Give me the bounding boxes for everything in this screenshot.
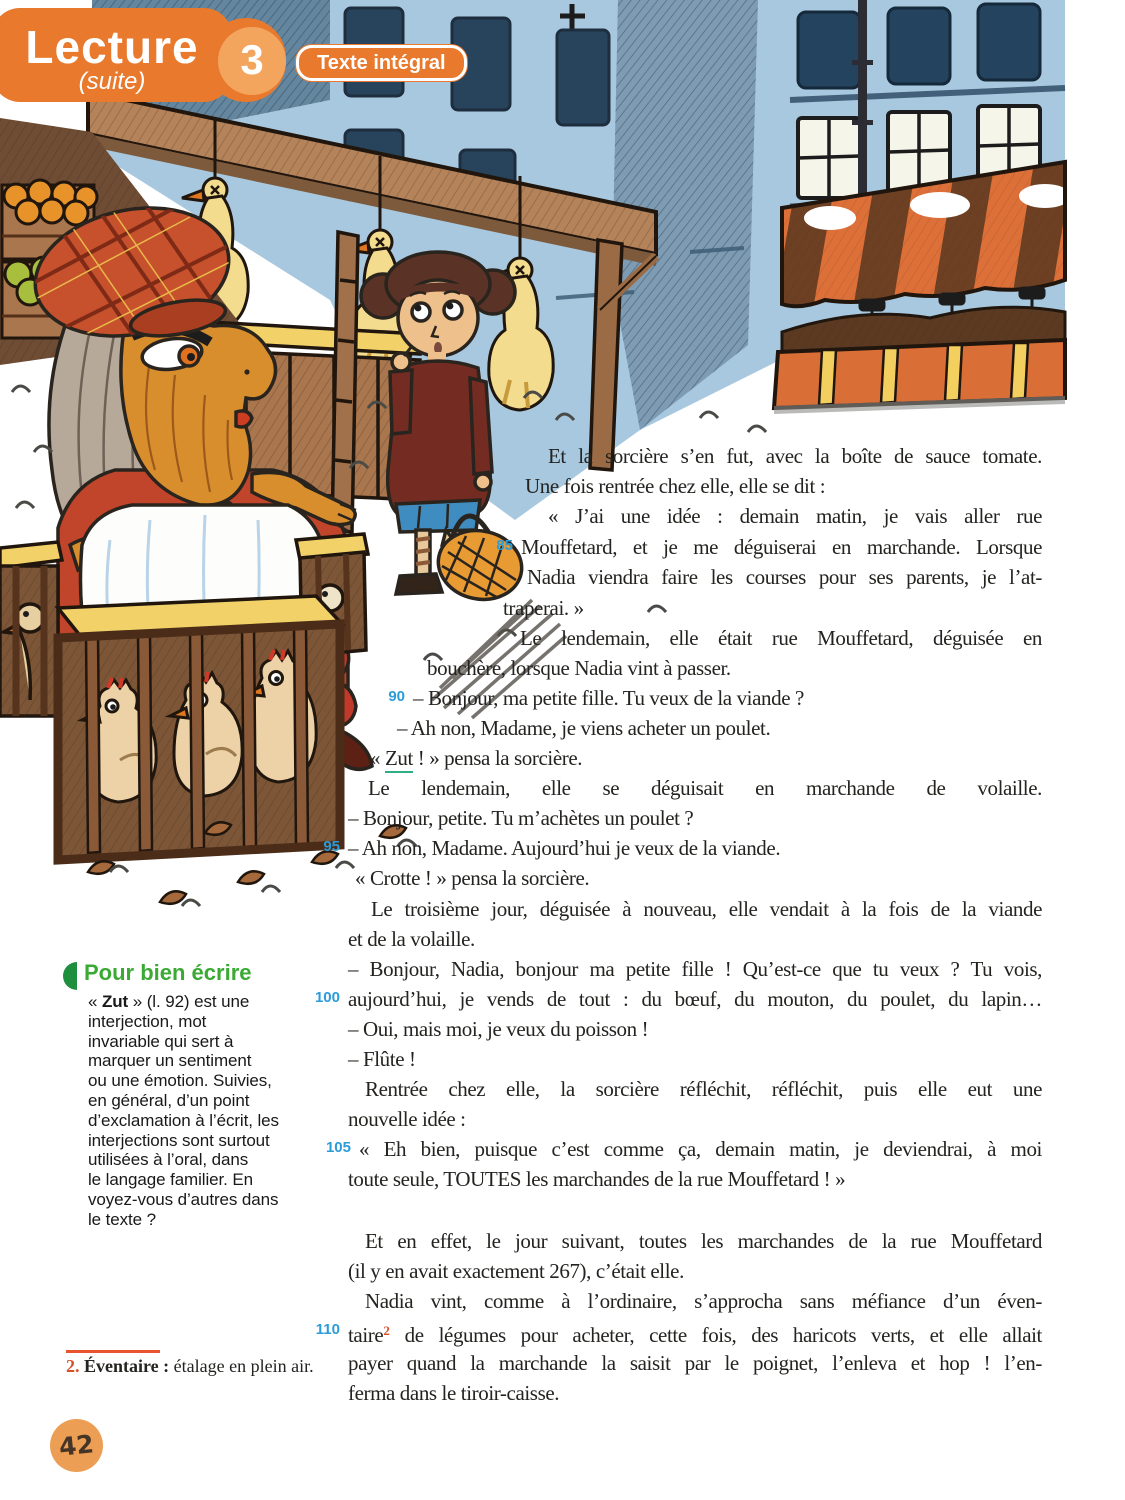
lecture-title: Lecture [25, 21, 199, 73]
story-line: Et la sorcière s’en fut, avec la boîte de sauce tomate. [548, 444, 1042, 468]
witch-lips [236, 411, 252, 427]
story-line: taire$^2$ de légumes pour acheter, cette fois, des haricots verts, et elle allait [348, 1323, 1042, 1347]
story-line: Une fois rentrée chez elle, elle se dit : [525, 474, 826, 498]
sidebar-line: le texte ? [88, 1209, 156, 1229]
story-line: – Bonjour, Nadia, bonjour ma petite fille ! Qu’est-ce que tu veux ? Tu vois, [348, 957, 1042, 981]
story-line: « Zut ! » pensa la sorcière. [370, 745, 1042, 771]
story-line: Mouffetard, et je me déguiserai en marchande. Lorsque [521, 535, 1042, 559]
story-line: « Eh bien, puisque c’est comme ça, demain matin, je deviendrai, à moi [359, 1137, 1042, 1161]
sidebar-line: voyez-vous d’autres dans [88, 1189, 279, 1209]
line-number: 90 [388, 688, 405, 705]
story-line: « J’ai une idée : demain matin, je vais aller rue [548, 504, 1042, 528]
page-number: 42 [57, 1429, 96, 1462]
footnote-term: Éventaire : [79, 1356, 170, 1376]
green-half-disc-icon [63, 962, 77, 990]
line-number: 100 [314, 989, 340, 1006]
sidebar-line: le langage familier. En [88, 1170, 253, 1190]
story-line: Le troisième jour, déguisée à nouveau, elle vendait à la fois de la viande [371, 897, 1042, 921]
story-line: payer quand la marchande la saisit par le poignet, l’enleva et hop ! l’en- [348, 1351, 1042, 1375]
sidebar-line: interjection, mot [88, 1011, 207, 1031]
texte-integral-badge[interactable]: Texte intégral [296, 45, 467, 81]
line-number: 95 [323, 838, 340, 855]
sidebar-line: marquer un sentiment [88, 1051, 252, 1071]
story-line: Nadia viendra faire les courses pour ses parents, je l’at- [527, 565, 1042, 589]
story-line: traperai. » [503, 596, 584, 620]
story-line: – Ah non, Madame. Aujourd’hui je veux de la viande. [348, 836, 781, 860]
footnote-definition: étalage en plein air. [169, 1356, 314, 1376]
story-line: Le lendemain, elle était rue Mouffetard, déguisée en [520, 626, 1042, 650]
story-line: (il y en avait exactement 267), c’était elle. [348, 1259, 684, 1283]
story-line: ferma dans le tiroir-caisse. [348, 1381, 560, 1405]
story-line: aujourd’hui, je vends de tout : du bœuf, du mouton, du poulet, du lapin… [348, 987, 1042, 1011]
story-line: nouvelle idée : [348, 1107, 466, 1131]
sidebar-line: utilisées à l’oral, dans [88, 1150, 249, 1170]
page-number-circle [50, 1419, 103, 1472]
story-line: – Bonjour, ma petite fille. Tu veux de la viande ? [413, 686, 804, 710]
footnote-rule [66, 1350, 160, 1353]
sidebar-line: interjections sont surtout [88, 1130, 270, 1150]
line-number: 110 [315, 1321, 340, 1338]
lesson-number-circle: 3 [218, 27, 286, 95]
line-number: 85 [496, 537, 513, 554]
sidebar-line: d’exclamation à l’écrit, les [88, 1110, 279, 1130]
story-line: « Crotte ! » pensa la sorcière. [355, 866, 590, 890]
sidebar-line: en général, d’un point [88, 1090, 250, 1110]
lecture-tab[interactable] [0, 8, 232, 102]
story-line: Le lendemain, elle se déguisait en marchande de volaille. [368, 776, 1042, 800]
sidebar-line: ou une émotion. Suivies, [88, 1071, 272, 1091]
story-line: – Flûte ! [348, 1047, 416, 1071]
story-line: Rentrée chez elle, la sorcière réfléchit, réfléchit, puis elle eut une [365, 1077, 1042, 1101]
lecture-subtitle: (suite) [78, 68, 146, 95]
story-line: – Ah non, Madame, je viens acheter un poulet. [397, 716, 771, 740]
story-line: – Bonjour, petite. Tu m’achètes un poulet ? [348, 806, 694, 830]
sidebar-body [88, 992, 328, 1230]
story-line: – Oui, mais moi, je veux du poisson ! [348, 1017, 649, 1041]
footnote-marker: 2. [66, 1356, 80, 1376]
sidebar-title: Pour bien écrire [84, 960, 252, 985]
story-line: Et en effet, le jour suivant, toutes les marchandes de la rue Mouffetard [365, 1229, 1042, 1253]
sidebar-line: « Zut » (l. 92) est une [88, 992, 250, 1011]
footnote [66, 1356, 314, 1377]
story-line: et de la volaille. [348, 927, 475, 951]
sidebar-line: invariable qui sert à [88, 1031, 234, 1051]
line-number: 105 [325, 1139, 351, 1156]
story-line: bouchère, lorsque Nadia vint à passer. [427, 656, 731, 680]
story-line: toute seule, TOUTES les marchandes de la rue Mouffetard ! » [348, 1167, 846, 1191]
story-line: Nadia vint, comme à l’ordinaire, s’approcha sans méfiance d’un éven- [365, 1289, 1042, 1313]
